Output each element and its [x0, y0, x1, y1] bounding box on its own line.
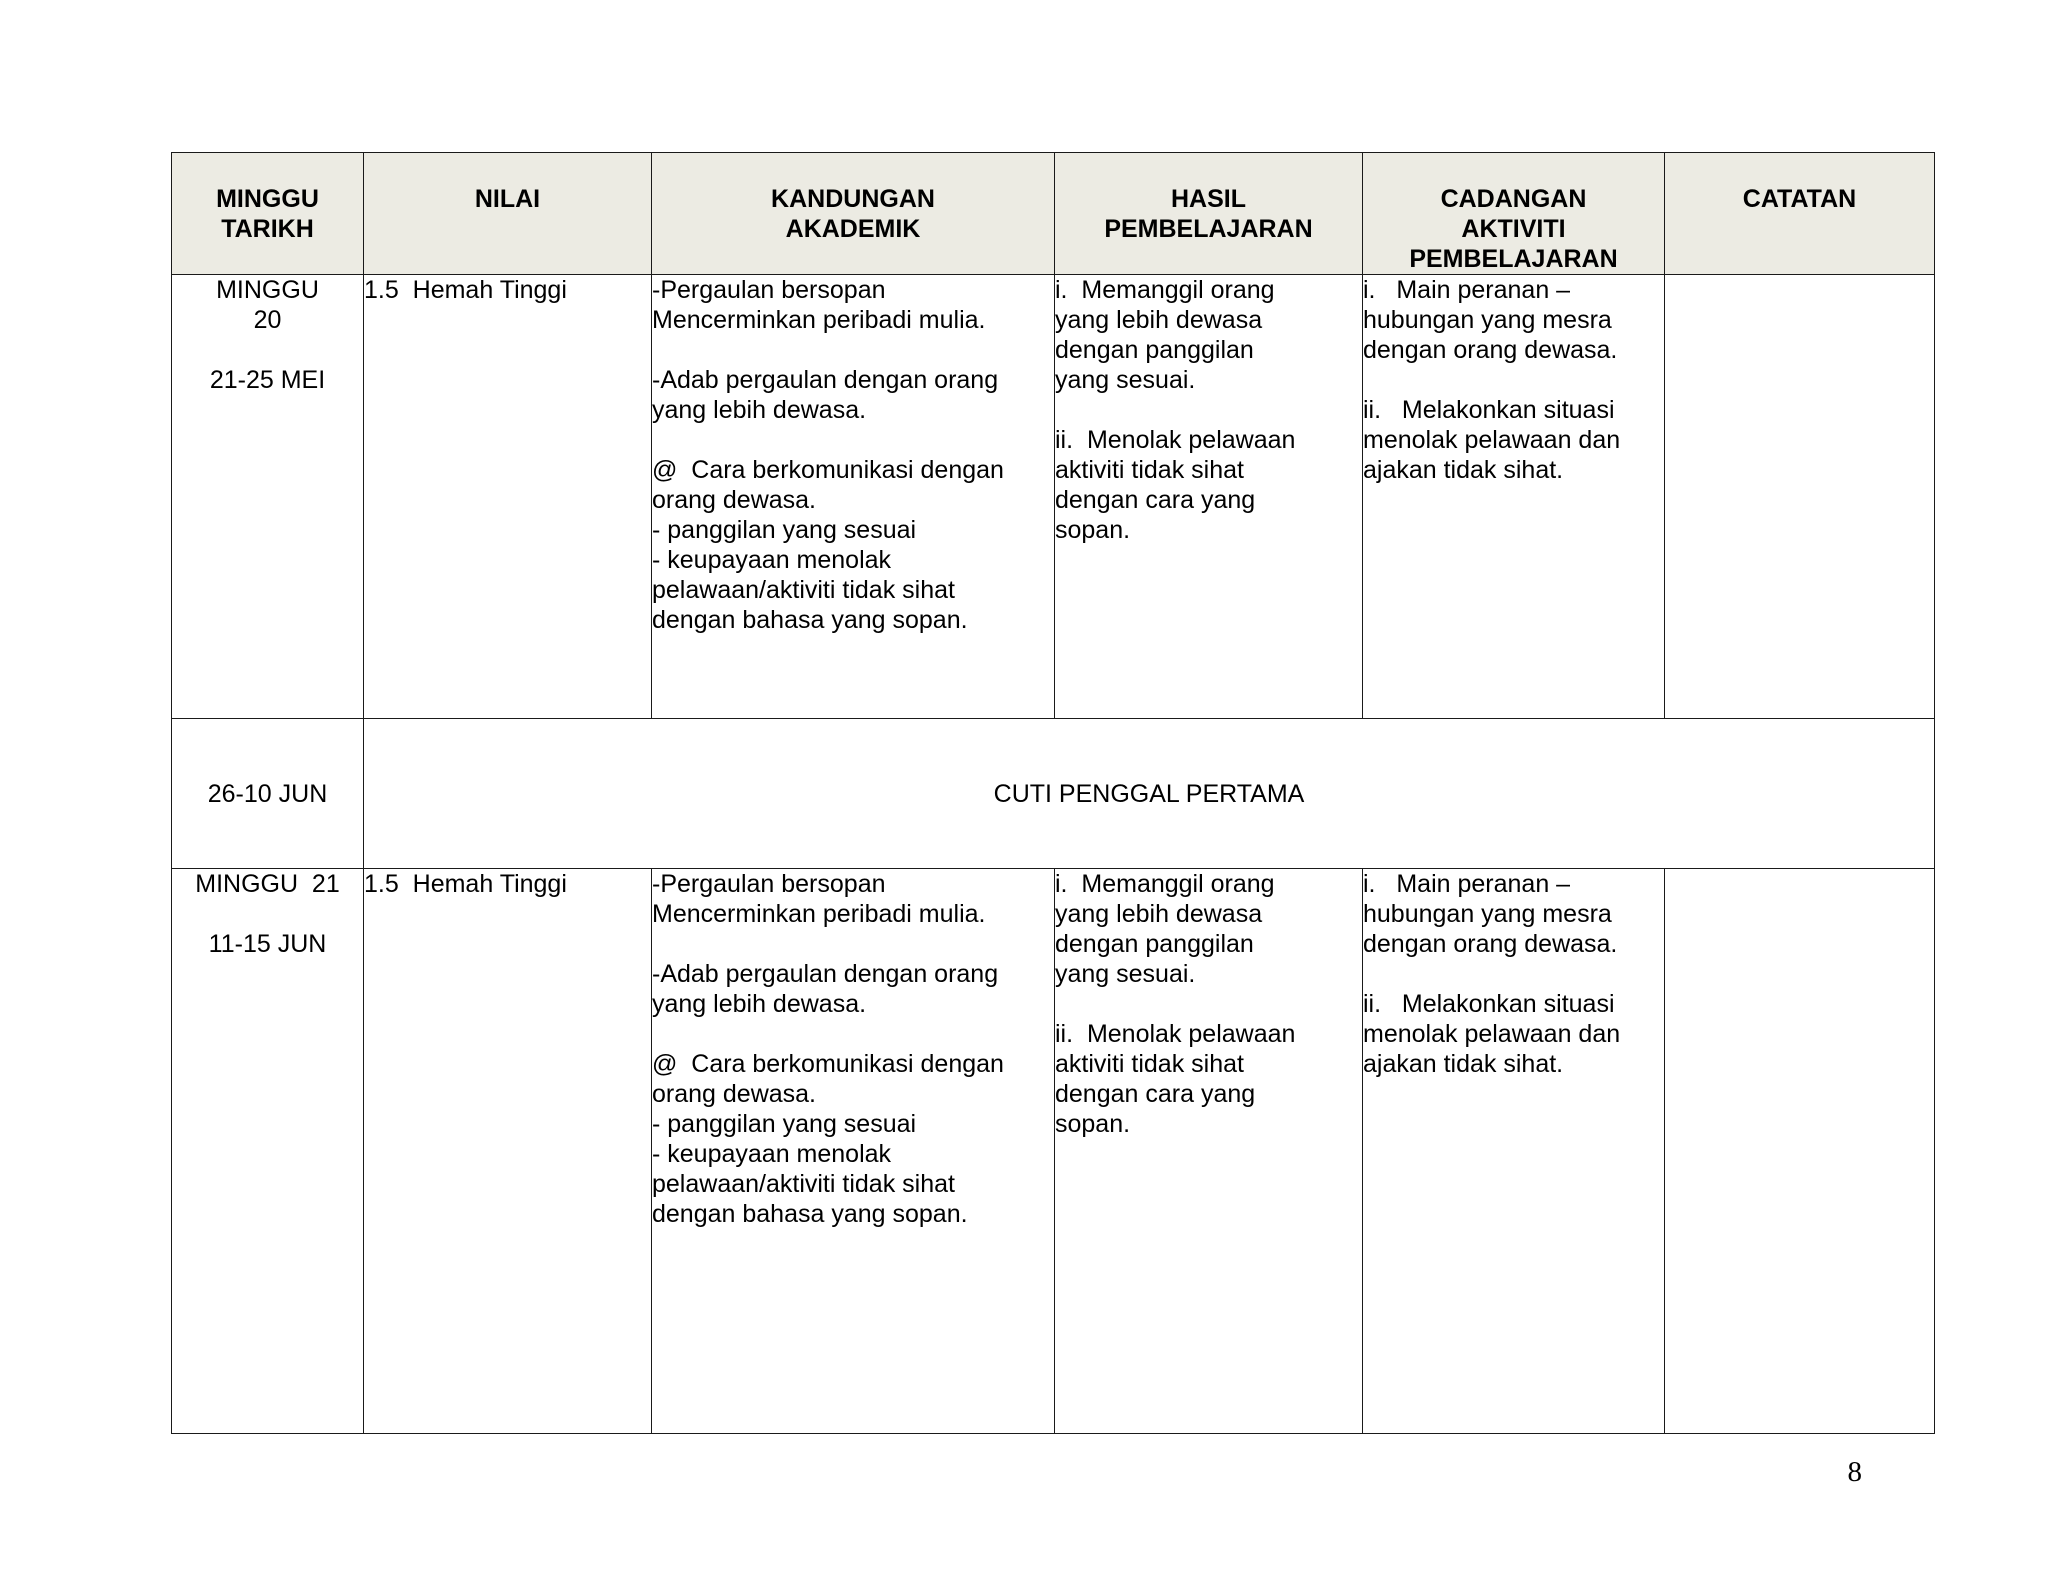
cell-line: menolak pelawaan dan: [1363, 1020, 1621, 1048]
header-minggu-tarikh: [172, 153, 364, 275]
catatan-cell: [1665, 869, 1935, 1434]
header-text: PEMBELAJARAN: [1104, 215, 1313, 243]
cell-line: yang lebih dewasa: [1055, 306, 1263, 334]
header-text: AKTIVITI: [1461, 215, 1566, 243]
cell-line: 21-25 MEI: [209, 366, 326, 394]
cell-line: sopan.: [1055, 516, 1131, 544]
cell-line: 20: [253, 306, 282, 334]
cell-line: dengan bahasa yang sopan.: [652, 606, 968, 634]
hasil-cell: [1055, 275, 1363, 719]
holiday-dates-cell: [172, 719, 364, 869]
cell-line: menolak pelawaan dan: [1363, 426, 1621, 454]
cell-line: 11-15 JUN: [208, 930, 327, 958]
cell-line: ii. Melakonkan situasi: [1363, 990, 1615, 1018]
cell-line: orang dewasa.: [652, 486, 817, 514]
cell-line: ii. Menolak pelawaan: [1055, 426, 1296, 454]
week-cell: [172, 275, 364, 719]
kandungan-cell: [652, 275, 1055, 719]
cell-line: -Adab pergaulan dengan orang: [652, 366, 999, 394]
cell-line: dengan orang dewasa.: [1363, 930, 1618, 958]
catatan-cell: [1665, 275, 1935, 719]
holiday-dates: 26-10 JUN: [207, 779, 328, 808]
header-text: AKADEMIK: [785, 215, 921, 243]
cell-line: ii. Melakonkan situasi: [1363, 396, 1615, 424]
cell-line: dengan cara yang: [1055, 1080, 1256, 1108]
cell-line: [652, 425, 1054, 455]
week-cell: [172, 869, 364, 1434]
cell-line: hubungan yang mesra: [1363, 306, 1612, 334]
cell-line: dengan panggilan: [1055, 336, 1254, 364]
table-row: [172, 869, 1935, 1434]
cell-line: Mencerminkan peribadi mulia.: [652, 900, 986, 928]
header-row: [172, 153, 1935, 275]
hasil-cell: [1055, 869, 1363, 1434]
cell-line: ajakan tidak sihat.: [1363, 1050, 1564, 1078]
header-kandungan-akademik: [652, 153, 1055, 275]
cell-line: [172, 899, 363, 929]
nilai-text: 1.5 Hemah Tinggi: [364, 276, 567, 304]
cell-line: dengan orang dewasa.: [1363, 336, 1618, 364]
cell-line: dengan panggilan: [1055, 930, 1254, 958]
header-text: CADANGAN: [1440, 185, 1587, 213]
cell-line: yang lebih dewasa.: [652, 396, 867, 424]
header-text: TARIKH: [221, 215, 314, 243]
cell-line: - panggilan yang sesuai: [652, 516, 917, 544]
cell-line: ii. Menolak pelawaan: [1055, 1020, 1296, 1048]
cell-line: yang sesuai.: [1055, 960, 1196, 988]
cell-line: [172, 335, 363, 365]
cell-line: [652, 1019, 1054, 1049]
holiday-row: [172, 719, 1935, 869]
header-text: HASIL: [1171, 185, 1246, 213]
header-text: CATATAN: [1742, 185, 1857, 213]
kandungan-cell: [652, 869, 1055, 1434]
cell-line: pelawaan/aktiviti tidak sihat: [652, 1170, 955, 1198]
cell-line: i. Main peranan –: [1363, 870, 1571, 898]
lesson-plan-table: [171, 152, 1935, 1434]
cell-line: i. Memanggil orang: [1055, 870, 1275, 898]
holiday-label-cell: [364, 719, 1935, 869]
cell-line: -Adab pergaulan dengan orang: [652, 960, 999, 988]
header-nilai: [364, 153, 652, 275]
table-row: [172, 275, 1935, 719]
cell-line: -Pergaulan bersopan: [652, 870, 886, 898]
cell-line: hubungan yang mesra: [1363, 900, 1612, 928]
nilai-text: 1.5 Hemah Tinggi: [364, 870, 567, 898]
cell-line: - panggilan yang sesuai: [652, 1110, 917, 1138]
page-number: 8: [1847, 1456, 1862, 1488]
holiday-label: CUTI PENGGAL PERTAMA: [993, 779, 1305, 808]
header-text: PEMBELAJARAN: [1409, 245, 1618, 273]
cell-line: [652, 929, 1054, 959]
cell-line: i. Main peranan –: [1363, 276, 1571, 304]
cell-line: @ Cara berkomunikasi dengan: [652, 1050, 1004, 1078]
cell-line: [1363, 959, 1664, 989]
cell-line: aktiviti tidak sihat: [1055, 456, 1244, 484]
header-hasil-pembelajaran: [1055, 153, 1363, 275]
cell-line: MINGGU: [216, 276, 319, 304]
nilai-cell: [364, 275, 652, 719]
header-text: MINGGU: [216, 185, 319, 213]
cell-line: @ Cara berkomunikasi dengan: [652, 456, 1004, 484]
header-catatan: [1665, 153, 1935, 275]
cell-line: yang sesuai.: [1055, 366, 1196, 394]
cell-line: sopan.: [1055, 1110, 1131, 1138]
cell-line: [1055, 395, 1362, 425]
cell-line: yang lebih dewasa: [1055, 900, 1263, 928]
header-text: KANDUNGAN: [771, 185, 935, 213]
cell-line: Mencerminkan peribadi mulia.: [652, 306, 986, 334]
aktiviti-cell: [1363, 275, 1665, 719]
cell-line: [1363, 365, 1664, 395]
cell-line: dengan cara yang: [1055, 486, 1256, 514]
cell-line: - keupayaan menolak: [652, 1140, 892, 1168]
header-cadangan-aktiviti: [1363, 153, 1665, 275]
cell-line: - keupayaan menolak: [652, 546, 892, 574]
cell-line: ajakan tidak sihat.: [1363, 456, 1564, 484]
cell-line: i. Memanggil orang: [1055, 276, 1275, 304]
cell-line: -Pergaulan bersopan: [652, 276, 886, 304]
cell-line: MINGGU 21: [195, 870, 340, 898]
aktiviti-cell: [1363, 869, 1665, 1434]
cell-line: [652, 335, 1054, 365]
cell-line: [1055, 989, 1362, 1019]
cell-line: yang lebih dewasa.: [652, 990, 867, 1018]
cell-line: aktiviti tidak sihat: [1055, 1050, 1244, 1078]
cell-line: pelawaan/aktiviti tidak sihat: [652, 576, 955, 604]
cell-line: orang dewasa.: [652, 1080, 817, 1108]
cell-line: dengan bahasa yang sopan.: [652, 1200, 968, 1228]
header-text: NILAI: [474, 185, 541, 213]
nilai-cell: [364, 869, 652, 1434]
